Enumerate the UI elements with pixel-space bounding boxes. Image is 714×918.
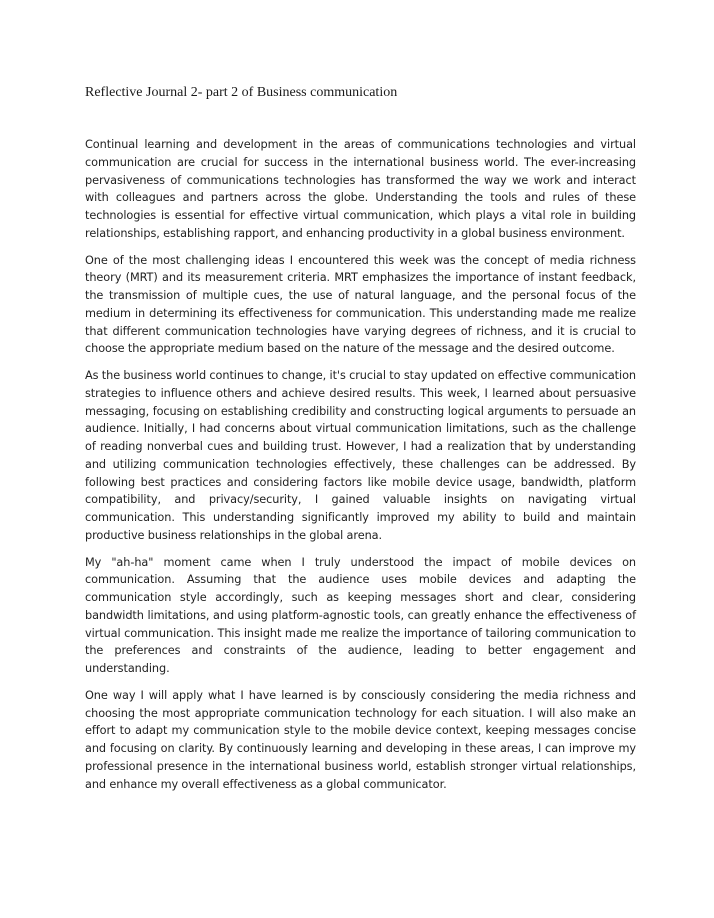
document-body [85, 136, 636, 802]
paragraph-media-richness: One of the most challenging ideas I encountered this week was the concept of media richness theory (MRT) and its measurement criteria. MRT emphasizes the importance of instant feedback, the transmission of multiple cues, the use of natural language, and the personal focus of the medium in determining its effectiveness for communication. This understanding made me realize that different communication technologies have varying degrees of richness, and it is crucial to choose the appropriate medium based on the nature of the message and the desired outcome. [85, 253, 636, 356]
paragraph-ah-ha-moment: My "ah-ha" moment came when I truly understood the impact of mobile devices on communication. Assuming that the audience uses mobile devices and adapting the communication style accordingly, such as keeping messages short and clear, considering bandwidth limitations, and using platform-agnostic tools, can greatly enhance the effectiveness of virtual communication. This insight made me realize the importance of tailoring communication to the preferences and constraints of the audience, leading to better engagement and understanding. [85, 555, 636, 675]
paragraph-persuasive-messaging: As the business world continues to change, it's crucial to stay updated on effective communication strategies to influence others and achieve desired results. This week, I learned about persuasive messaging, focusing on establishing credibility and constructing logical arguments to persuade an audience. Initially, I had concerns about virtual communication limitations, such as the challenge of reading nonverbal cues and building trust. However, I had a realization that by understanding and utilizing communication technologies effectively, these challenges can be addressed. By following best practices and considering factors like mobile device usage, bandwidth, platform compatibility, and privacy/security, I gained valuable insights on navigating virtual communication. This understanding significantly improved my ability to build and maintain productive business relationships in the global arena. [85, 369, 636, 542]
paragraph-application: One way I will apply what I have learned is by consciously considering the media richness and choosing the most appropriate communication technology for each situation. I will also make an effort to adapt my communication style to the mobile device context, keeping messages concise and focusing on clarity. By continuously learning and developing in these areas, I can improve my professional presence in the international business world, establish stronger virtual relationships, and enhance my overall effectiveness as a global communicator. [85, 688, 636, 791]
document-title: Reflective Journal 2- part 2 of Business communication [85, 85, 398, 100]
paragraph-intro: Continual learning and development in the areas of communications technologies and virtual communication are crucial for success in the international business world. The ever-increasing pervasiveness of communications technologies has transformed the way we work and interact with colleagues and partners across the globe. Understanding the tools and rules of these technologies is essential for effective virtual communication, which plays a vital role in building relationships, establishing rapport, and enhancing productivity in a global business environment. [85, 138, 636, 240]
